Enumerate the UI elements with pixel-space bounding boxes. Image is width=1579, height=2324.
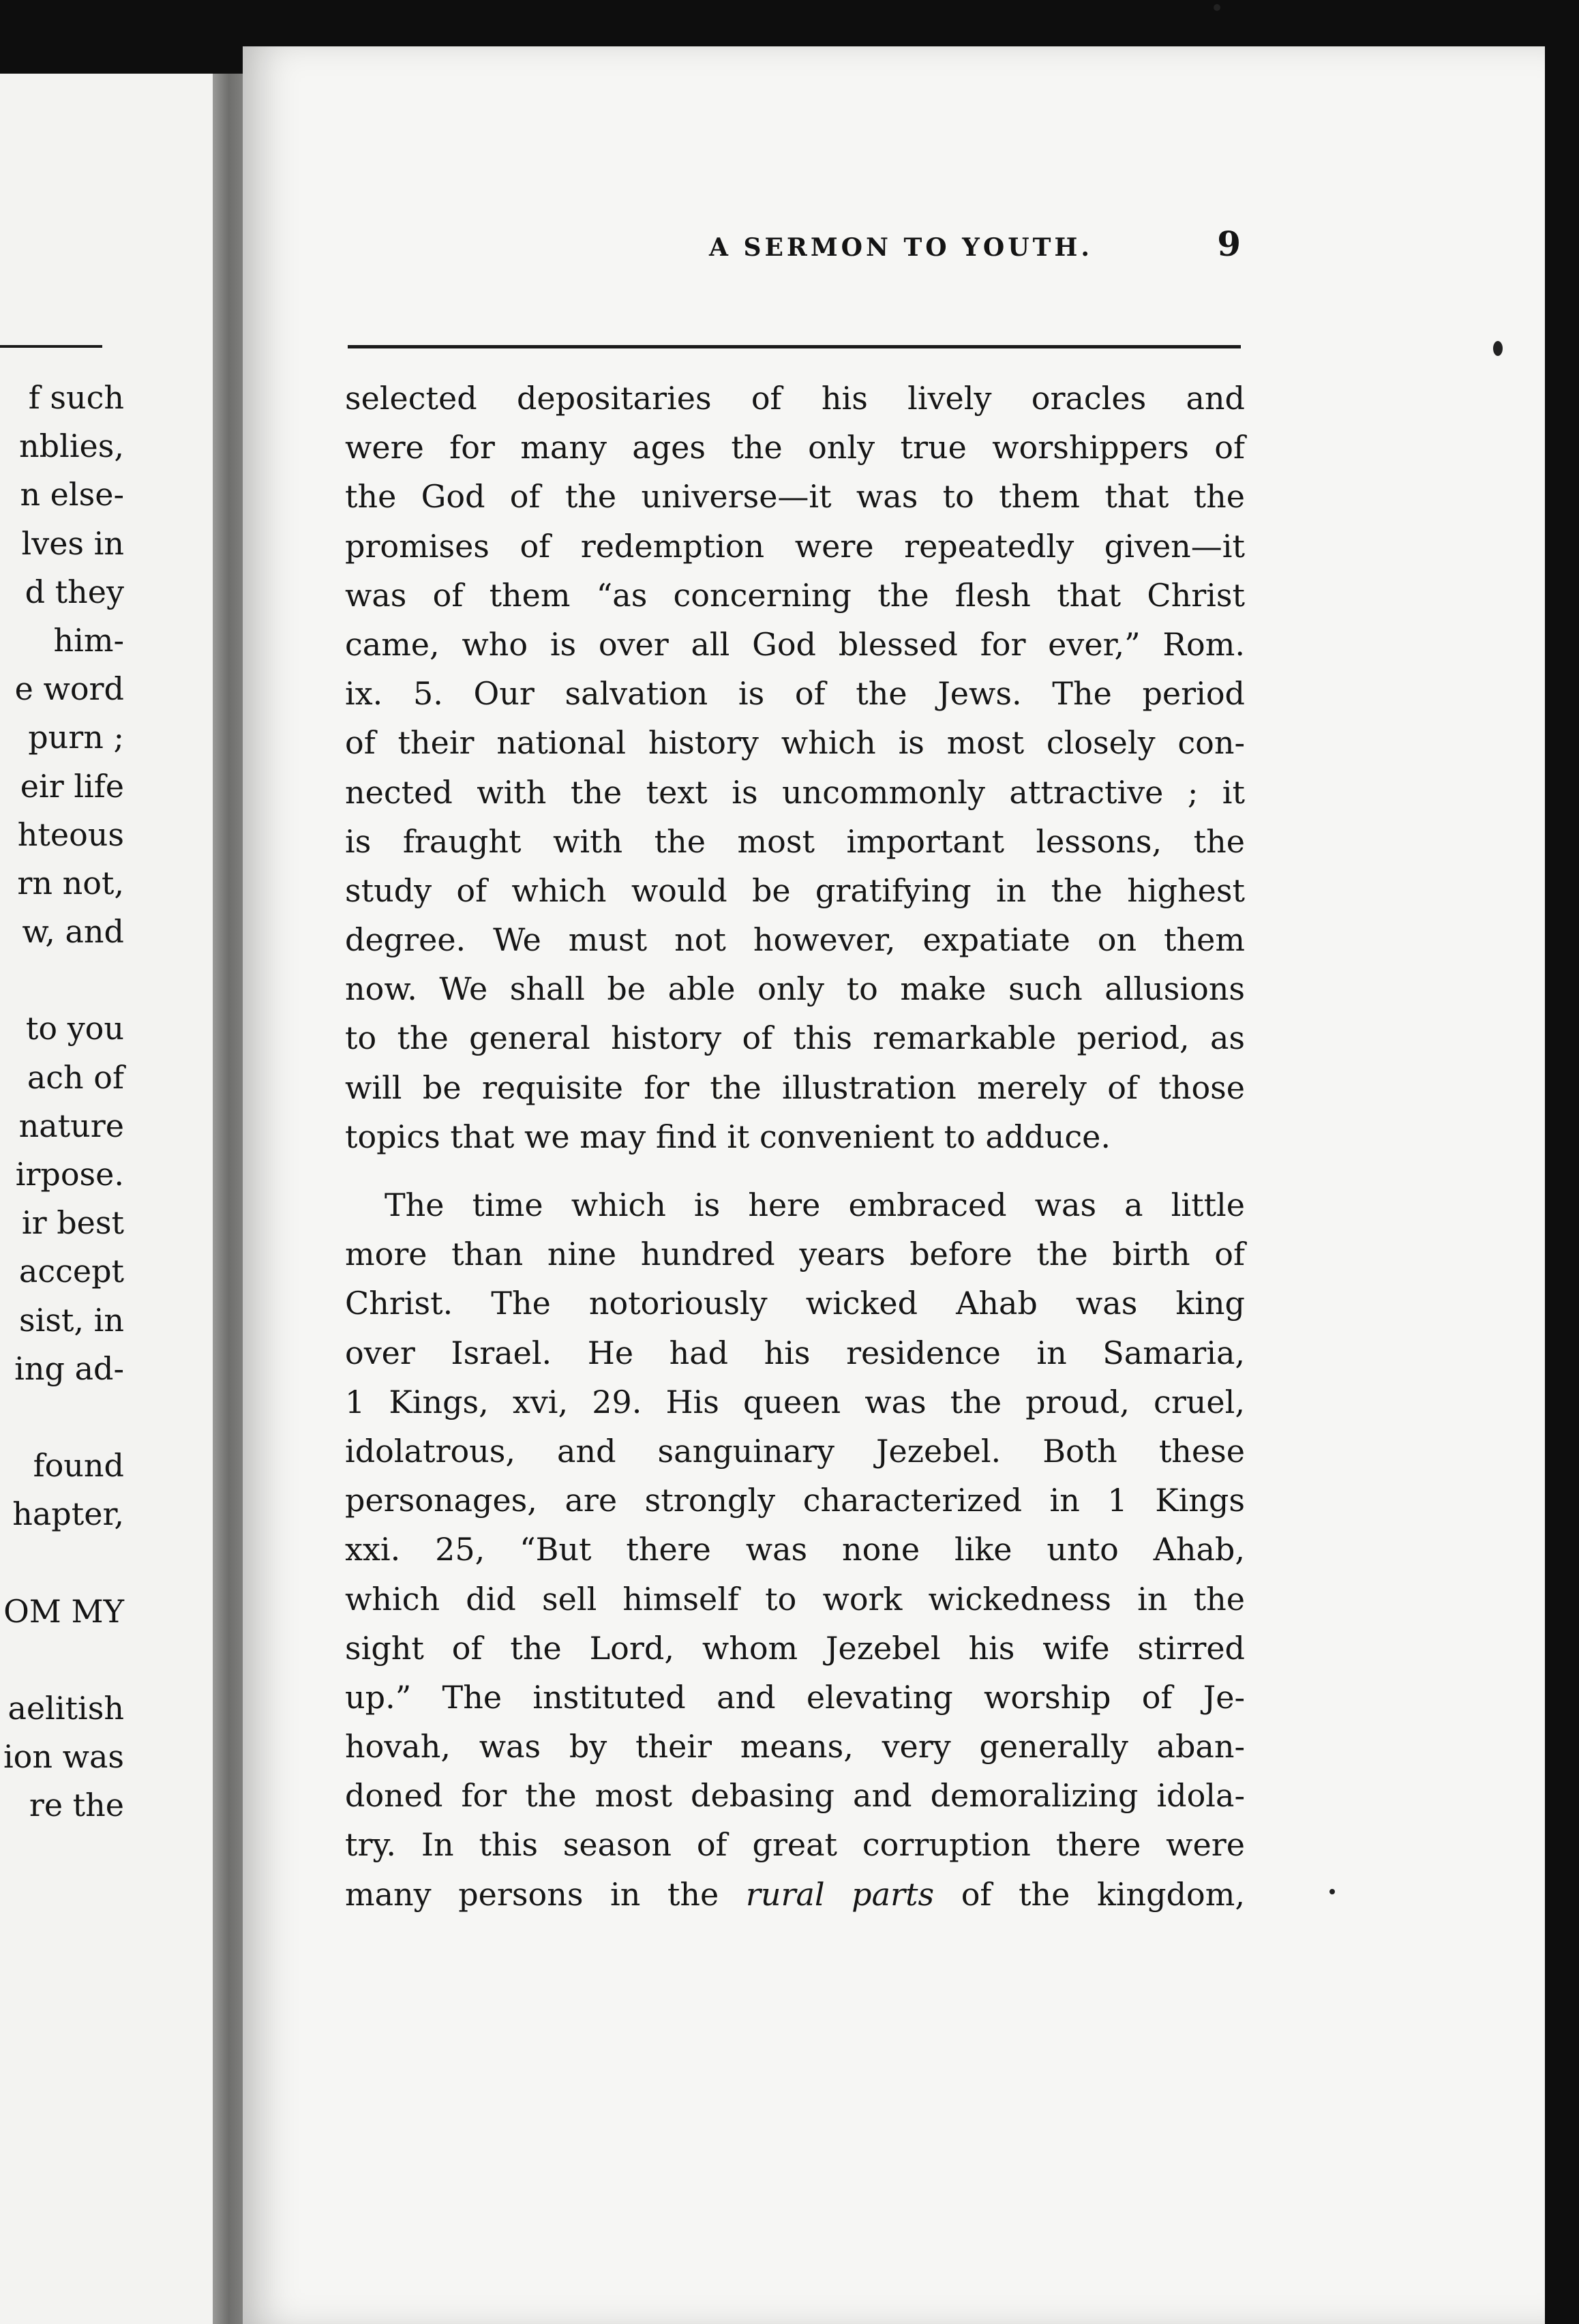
text-line: selected depositaries of his lively oracles and bbox=[345, 380, 1245, 417]
text-line: doned for the most debasing and demoralizing idola- bbox=[345, 1777, 1245, 1815]
paragraph-2 bbox=[345, 1180, 1245, 1919]
left-page-text bbox=[0, 374, 124, 1830]
text-line: ix. 5. Our salvation is of the Jews. The period bbox=[345, 675, 1245, 713]
line-gap bbox=[0, 1636, 124, 1684]
text-line-last bbox=[345, 1870, 1245, 1919]
left-page-line: purn ; bbox=[28, 719, 124, 756]
text-line: now. We shall be able only to make such allusions bbox=[345, 970, 1245, 1008]
left-page-line: lves in bbox=[21, 524, 124, 562]
left-page-line: nature bbox=[18, 1107, 124, 1144]
text-line: study of which would be gratifying in the highest bbox=[345, 872, 1245, 909]
left-page-line: sist, in bbox=[19, 1301, 124, 1339]
left-page-line: hapter, bbox=[12, 1495, 124, 1533]
text-line: over Israel. He had his residence in Samaria, bbox=[345, 1334, 1245, 1371]
page-number: 9 bbox=[1217, 224, 1241, 264]
left-page-line: irpose. bbox=[15, 1156, 124, 1193]
text-line: the God of the universe—it was to them that the bbox=[345, 478, 1245, 516]
left-page-line: ing ad- bbox=[14, 1350, 124, 1387]
scan-speck bbox=[1329, 1889, 1335, 1894]
text-line: hovah, was by their means, very generally aban- bbox=[345, 1728, 1245, 1766]
text-line: to the general history of this remarkable period, as bbox=[345, 1019, 1245, 1057]
text-line: of their national history which is most closely con- bbox=[345, 724, 1245, 762]
left-page-line: d they bbox=[25, 573, 124, 610]
left-page-line: him- bbox=[53, 621, 124, 659]
text-line: nected with the text is uncommonly attractive ; it bbox=[345, 773, 1245, 811]
italic-phrase: rural parts bbox=[745, 1875, 935, 1913]
left-page-line: found bbox=[33, 1447, 124, 1485]
paragraph-gap bbox=[345, 1161, 1245, 1180]
text-line: idolatrous, and sanguinary Jezebel. Both these bbox=[345, 1432, 1245, 1470]
left-page-line: nblies, bbox=[19, 428, 124, 465]
text-line: sight of the Lord, whom Jezebel his wife stirred bbox=[345, 1629, 1245, 1667]
text-line: more than nine hundred years before the birth of bbox=[345, 1236, 1245, 1273]
left-page-line: accept bbox=[18, 1253, 124, 1290]
left-page-line: eir life bbox=[20, 767, 124, 805]
text-line: promises of redemption were repeatedly given—it bbox=[345, 527, 1245, 565]
body-text bbox=[345, 374, 1245, 1919]
text-line: degree. We must not however, expatiate on them bbox=[345, 921, 1245, 959]
running-head: A SERMON TO YOUTH. bbox=[709, 233, 1093, 262]
text-line: is fraught with the most important lessons, the bbox=[345, 822, 1245, 860]
line-gap bbox=[0, 1393, 124, 1442]
left-page-line: n else- bbox=[20, 476, 124, 513]
left-page-line: OM MY bbox=[3, 1592, 124, 1630]
left-page-line: re the bbox=[29, 1787, 124, 1824]
scan-speck bbox=[1493, 341, 1503, 356]
text-line: try. In this season of great corruption there were bbox=[345, 1826, 1245, 1864]
left-page-line: f such bbox=[28, 379, 124, 416]
text-line: was of them “as concerning the flesh that Christ bbox=[345, 576, 1245, 614]
left-facing-page bbox=[0, 74, 217, 2324]
text-line: The time which is here embraced was a little bbox=[385, 1187, 1245, 1223]
text-line: will be requisite for the illustration merely of those bbox=[345, 1069, 1245, 1106]
left-page-line: ir best bbox=[21, 1204, 124, 1242]
left-page-line: e word bbox=[14, 670, 124, 708]
left-page-line: w, and bbox=[22, 913, 124, 951]
left-page-line: aelitish bbox=[7, 1690, 124, 1727]
left-page-line: hteous bbox=[17, 816, 124, 853]
left-page-rule bbox=[0, 345, 102, 348]
text-line: personages, are strongly characterized in 1 Kings bbox=[345, 1482, 1245, 1519]
text-line: xxi. 25, “But there was none like unto Ahab, bbox=[345, 1531, 1245, 1568]
text-line: were for many ages the only true worshippers of bbox=[345, 429, 1245, 466]
scan-speck bbox=[1214, 4, 1220, 11]
left-page-line: to you bbox=[25, 1010, 124, 1047]
text-line: which did sell himself to work wickedness in the bbox=[345, 1580, 1245, 1618]
line-gap bbox=[0, 956, 124, 1004]
text-line: 1 Kings, xvi, 29. His queen was the proud, cruel, bbox=[345, 1383, 1245, 1420]
page-header bbox=[341, 224, 1248, 282]
text-line: Christ. The notoriously wicked Ahab was king bbox=[345, 1285, 1245, 1322]
text-segment: many persons in the bbox=[345, 1875, 746, 1913]
paragraph-1 bbox=[345, 374, 1245, 1161]
left-page-line: ion was bbox=[3, 1738, 124, 1776]
left-page-line: ach of bbox=[27, 1058, 124, 1096]
header-rule bbox=[348, 345, 1241, 348]
left-page-line: rn not, bbox=[17, 864, 124, 902]
text-segment: of the kingdom, bbox=[934, 1875, 1245, 1913]
line-gap bbox=[0, 1539, 124, 1588]
text-line: up.” The instituted and elevating worship of Je- bbox=[345, 1678, 1245, 1716]
text-line: came, who is over all God blessed for ever,” Rom. bbox=[345, 625, 1245, 663]
text-line: topics that we may find it convenient to adduce. bbox=[345, 1118, 1111, 1155]
